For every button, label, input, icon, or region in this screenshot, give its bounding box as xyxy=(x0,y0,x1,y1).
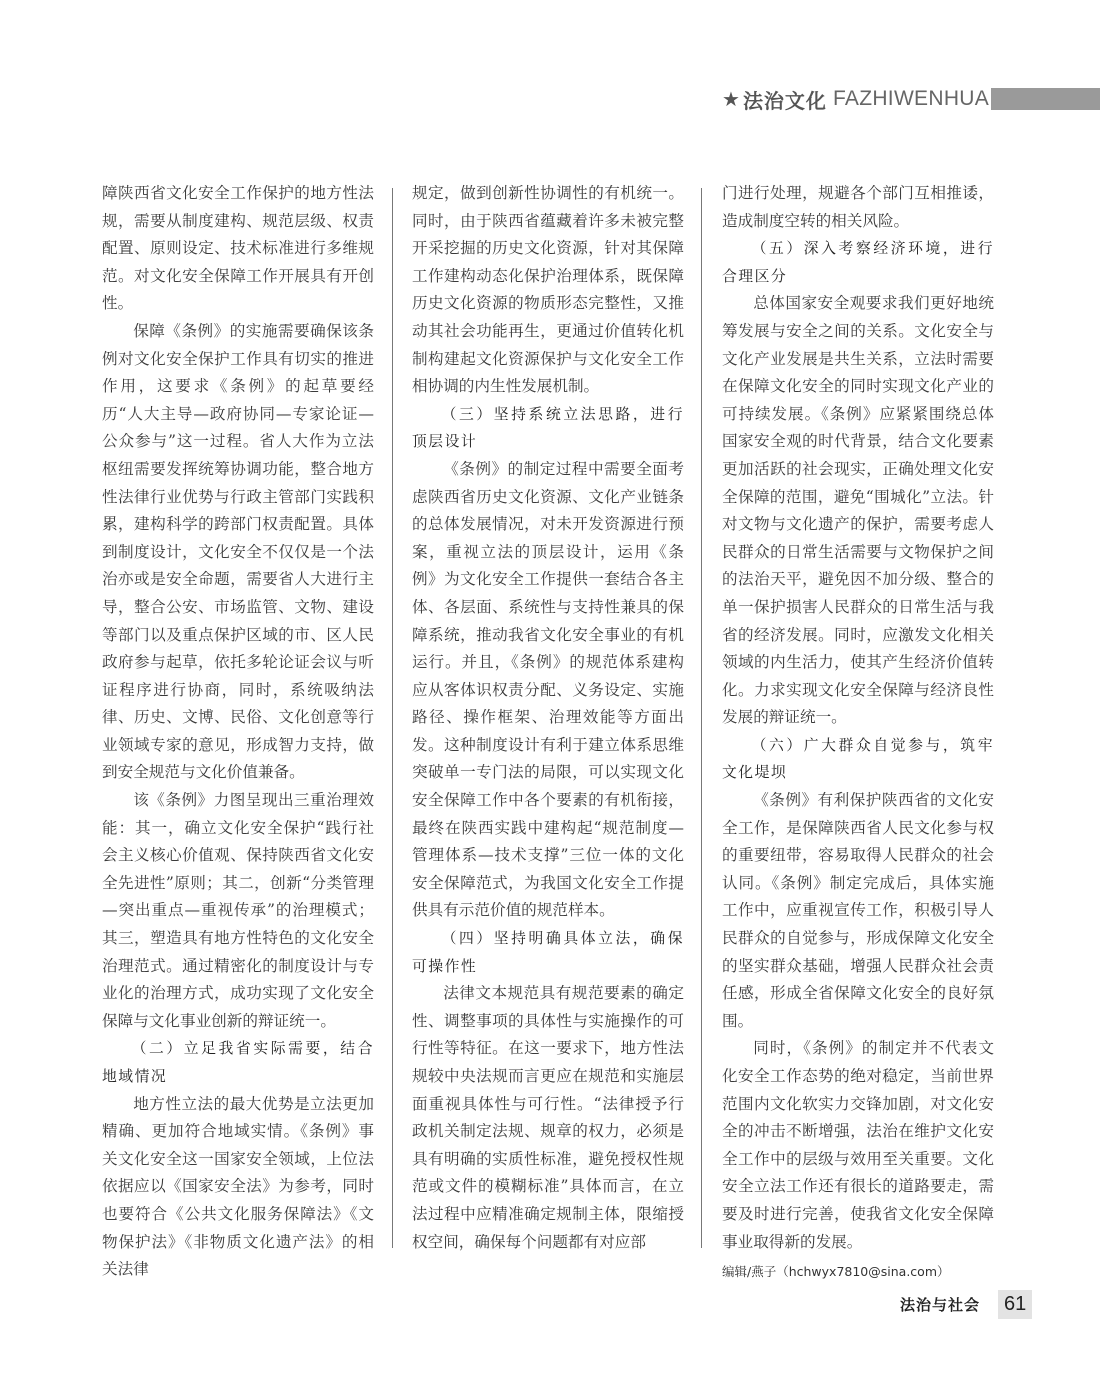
body-paragraph: 保障《条例》的实施需要确保该条例对文化安全保护工作具有切实的推进作用，这要求《条例》的起草要经历“人大主导—政府协同—专家论证—公众参与”这一过程。省人大作为立法枢纽需要发挥统筹协调功能，整合地方性法律行业优势与行政主管部门实践积累，建构科学的跨部门权责配置。具体到制度设计，文化安全不仅仅是一个法治亦或是安全命题，需要省人大进行主导，整合公安、市场监管、文物、建设等部门以及重点保护区域的市、区人民政府参与起草，依托多轮论证会议与听证程序进行协商，同时，系统吸纳法律、历史、文博、民俗、文化创意等行业领域专家的意见，形成智力支持，做到安全规范与文化价值兼备。 xyxy=(102,321,374,782)
page-number: 61 xyxy=(998,1290,1032,1319)
column-divider xyxy=(392,188,393,1248)
section-title-en: FAZHIWENHUA xyxy=(832,87,990,110)
magazine-name: 法治与社会 xyxy=(900,1296,981,1314)
body-paragraph: 《条例》有利保护陕西省的文化安全工作，是保障陕西省人民文化参与权的重要纽带，容易取得人民群众的社会认同。《条例》制定完成后，具体实施工作中，应重视宣传工作，积极引导人民群众的自觉参与，形成保障文化安全的坚实群众基础，增强人民群众社会责任感，形成全省保障文化安全的良好氛围。 xyxy=(722,791,994,1030)
body-paragraph: 《条例》的制定过程中需要全面考虑陕西省历史文化资源、文化产业链条的总体发展情况，对未开发资源进行预案，重视立法的顶层设计，运用《条例》为文化安全工作提供一套结合各主体、各层面、系统性与支持性兼具的保障系统，推动我省文化安全事业的有机运行。并且，《条例》的规范体系建构应从客体识权责分配、义务设定、实施路径、操作框架、治理效能等方面出发。这种制度设计有利于建立体系思维突破单一专门法的局限，可以实现文化安全保障工作中各个要素的有机衔接，最终在陕西实践中建构起“规范制度—管理体系—技术支撑”三位一体的文化安全保障范式，为我国文化安全工作提供具有示范价值的规范样本。 xyxy=(412,459,684,920)
body-paragraph: 同时，《条例》的制定并不代表文化安全工作态势的绝对稳定，当前世界范围内文化软实力交锋加剧，对文化安全的冲击不断增强，法治在维护文化安全工作中的层级与效用至关重要。文化安全立法工作还有很长的道路要走，需要及时进行完善，使我省文化安全保障事业取得新的发展。 xyxy=(722,1039,994,1251)
section-subheading: （二）立足我省实际需要，结合地域情况 xyxy=(102,1040,374,1085)
section-subheading: （三）坚持系统立法思路，进行顶层设计 xyxy=(412,405,684,451)
text-column-1 xyxy=(102,180,374,1284)
body-paragraph: 该《条例》力图呈现出三重治理效能：其一，确立文化安全保护“践行社会主义核心价值观、保持陕西省文化安全先进性”原则；其二，创新“分类管理—突出重点—重视传承”的治理模式；其三，塑造具有地方性特色的文化安全治理范式。通过精密化的制度设计与专业化的治理方式，成功实现了文化安全保障与文化事业创新的辩证统一。 xyxy=(102,791,374,1030)
section-subheading: （四）坚持明确具体立法，确保可操作性 xyxy=(412,930,684,975)
header-decorative-bar xyxy=(991,88,1100,110)
body-paragraph: 总体国家安全观要求我们更好地统筹发展与安全之间的关系。文化安全与文化产业发展是共生关系，立法时需要在保障文化安全的同时实现文化产业的可持续发展。《条例》应紧紧围绕总体国家安全观的时代背景，结合文化要素更加活跃的社会现实，正确处理文化安全保障的范围，避免“围城化”立法。针对文物与文化遗产的保护，需要考虑人民群众的日常生活需要与文物保护之间的法治天平，避免因不加分级、整合的单一保护损害人民群众的日常生活与我省的经济发展。同时，应激发文化相关领域的内生活力，使其产生经济价值转化。力求实现文化安全保障与经济良性发展的辩证统一。 xyxy=(722,294,994,727)
text-column-3 xyxy=(722,180,994,1286)
text-column-2 xyxy=(412,180,684,1256)
body-paragraph: 法律文本规范具有规范要素的确定性、调整事项的具体性与实施操作的可行性等特征。在这一要求下，地方性法规较中央法规而言更应在规范和实施层面重视具体性与可行性。“法律授予行政机关制定法规、规章的权力，必须是具有明确的实质性标准，避免授权性规范或文件的模糊标准”具体而言，在立法过程中应精准确定规制主体，限缩授权空间，确保每个问题都有对应部 xyxy=(412,984,684,1251)
body-paragraph: 门进行处理，规避各个部门互相推诿，造成制度空转的相关风险。 xyxy=(722,184,994,230)
editor-credit: 编辑/燕子（hchwyx7810@sina.com） xyxy=(722,1264,950,1280)
star-icon: ★ xyxy=(722,87,740,111)
section-subheading: （六）广大群众自觉参与，筑牢文化堤坝 xyxy=(722,736,994,782)
page-footer xyxy=(900,1290,1032,1319)
section-header xyxy=(722,84,989,114)
body-paragraph: 规定，做到创新性协调性的有机统一。同时，由于陕西省蕴藏着许多未被完整开采挖掘的历史文化资源，针对其保障工作建构动态化保护治理体系，既保障历史文化资源的物质形态完整性，又推动其社会功能再生，更通过价值转化机制构建起文化资源保护与文化安全工作相协调的内生性发展机制。 xyxy=(412,184,684,396)
section-subheading: （五）深入考察经济环境，进行合理区分 xyxy=(722,240,994,285)
body-paragraph: 地方性立法的最大优势是立法更加精确、更加符合地域实情。《条例》事关文化安全这一国家安全领域，上位法依据应以《国家安全法》为参考，同时也要符合《公共文化服务保障法》《文物保护法》《非物质文化遗产法》的相关法律 xyxy=(102,1094,374,1279)
column-divider xyxy=(701,188,702,1248)
section-title-cn: 法治文化 xyxy=(742,88,827,113)
body-paragraph: 障陕西省文化安全工作保护的地方性法规，需要从制度建构、规范层级、权责配置、原则设定、技术标准进行多维规范。对文化安全保障工作开展具有开创性。 xyxy=(102,184,374,313)
